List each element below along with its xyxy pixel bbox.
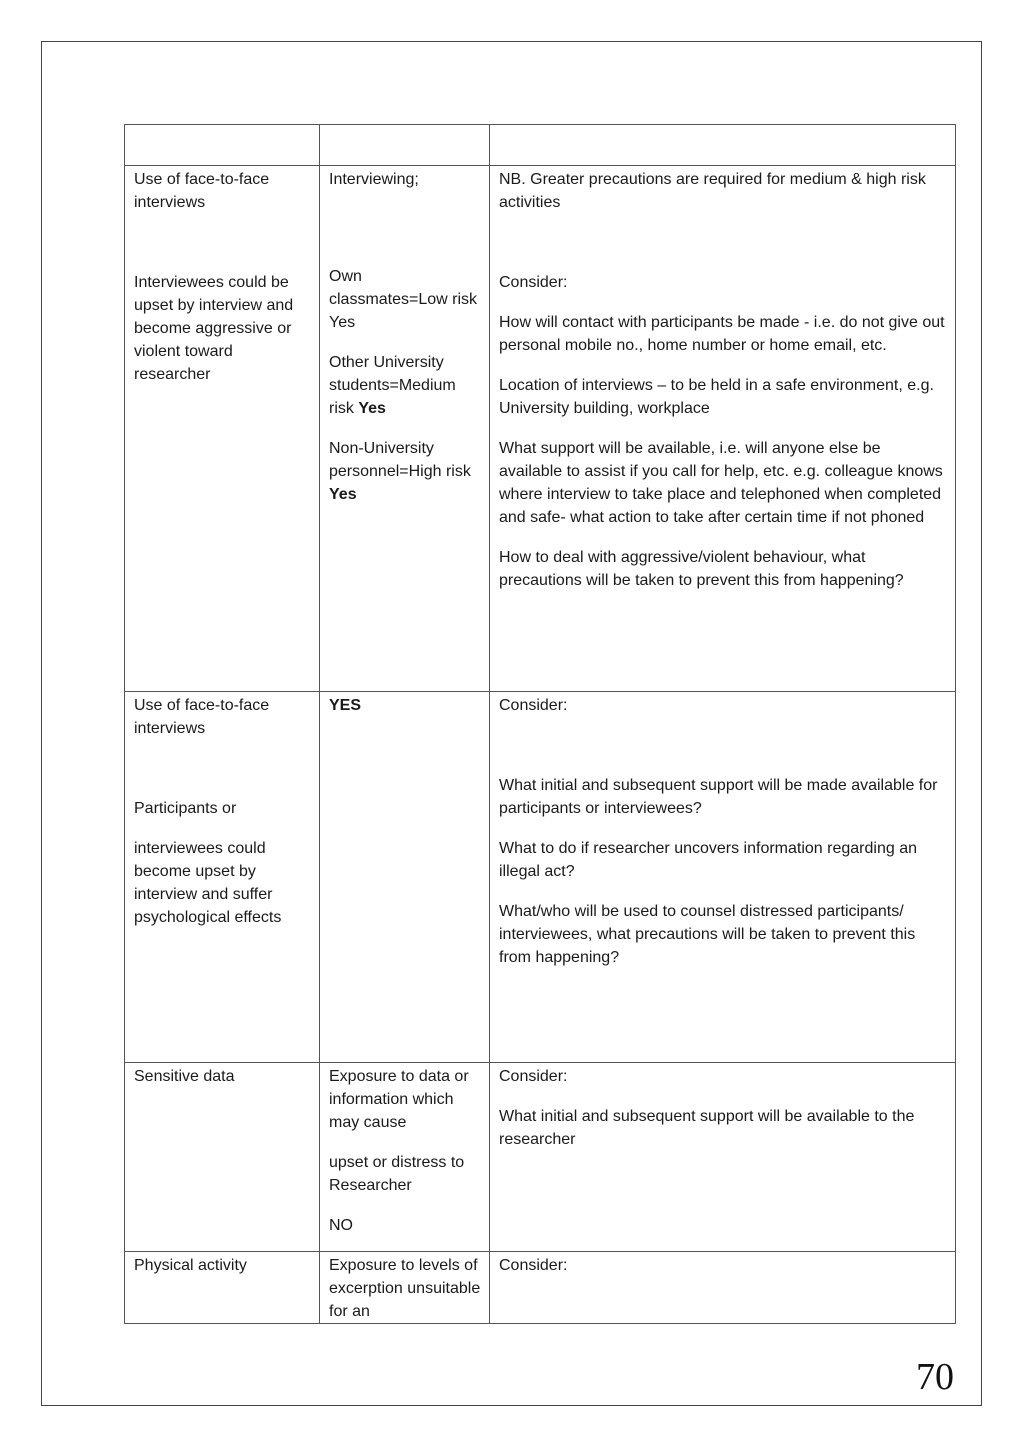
precaution-text: Location of interviews – to be held in a safe environment, e.g. University building, workplace <box>499 377 934 417</box>
hazard-text: Sensitive data <box>134 1068 235 1085</box>
precaution-text: Consider: <box>499 1257 568 1274</box>
precaution-text: Consider: <box>499 1068 568 1085</box>
precautions-cell <box>490 166 956 692</box>
precaution-text: What/who will be used to counsel distressed participants/ interviewees, what precautions will be taken to prevent this from happening? <box>499 903 916 966</box>
risk-text: upset or distress to Researcher <box>329 1154 465 1194</box>
risk-text: Own classmates=Low risk Yes <box>329 268 478 331</box>
precaution-text: What support will be available, i.e. will anyone else be available to assist if you call for help, etc. e.g. colleague knows where interview to take place and telephoned when completed and safe- what action to take after certain time if not phoned <box>499 440 943 526</box>
risk-text: Exposure to data or information which may cause <box>329 1068 469 1131</box>
risk-text <box>329 351 481 420</box>
hazard-cell <box>125 692 320 1063</box>
hazard-text: Use of face-to-face interviews <box>134 171 270 211</box>
hazard-description: Interviewees could be upset by interview and become aggressive or violent toward researcher <box>134 274 294 383</box>
hazard-cell <box>125 1252 320 1324</box>
hazard-cell <box>125 1063 320 1252</box>
table-row <box>125 166 956 692</box>
hazard-cell <box>125 166 320 692</box>
precaution-text: What to do if researcher uncovers information regarding an illegal act? <box>499 840 917 880</box>
precautions-cell <box>490 1252 956 1324</box>
risk-text-bold: Yes <box>358 400 386 417</box>
page-number: 70 <box>916 1356 954 1398</box>
precaution-text: What initial and subsequent support will be made available for participants or interviewees? <box>499 777 938 817</box>
header-cell-precautions <box>490 125 956 166</box>
hazard-description: interviewees could become upset by interview and suffer psychological effects <box>134 840 282 926</box>
precaution-text: What initial and subsequent support will be available to the researcher <box>499 1108 915 1148</box>
risk-answer: NO <box>329 1217 353 1234</box>
table-row <box>125 1252 956 1324</box>
table-header-row <box>125 125 956 166</box>
risk-cell <box>320 1063 490 1252</box>
risk-answer: YES <box>329 697 362 714</box>
precaution-text: NB. Greater precautions are required for medium & high risk activities <box>499 171 926 211</box>
precaution-text: Consider: <box>499 697 568 714</box>
hazard-description: Participants or <box>134 800 237 817</box>
precaution-text: How to deal with aggressive/violent behaviour, what precautions will be taken to prevent this from happening? <box>499 549 904 589</box>
risk-cell <box>320 1252 490 1324</box>
risk-cell <box>320 692 490 1063</box>
header-cell-risk <box>320 125 490 166</box>
table-row <box>125 692 956 1063</box>
risk-text: Exposure to levels of excerption unsuitable for an <box>329 1257 481 1320</box>
risk-text <box>329 437 481 506</box>
precautions-cell <box>490 692 956 1063</box>
risk-text-bold: Yes <box>329 486 357 503</box>
precaution-text: How will contact with participants be made - i.e. do not give out personal mobile no., home number or home email, etc. <box>499 314 945 354</box>
risk-text-normal: Non-University personnel=High risk <box>329 440 471 480</box>
header-cell-hazard <box>125 125 320 166</box>
hazard-text: Use of face-to-face interviews <box>134 697 270 737</box>
risk-assessment-table <box>124 124 956 1324</box>
precaution-text: Consider: <box>499 274 568 291</box>
precautions-cell <box>490 1063 956 1252</box>
table-row <box>125 1063 956 1252</box>
hazard-text: Physical activity <box>134 1257 247 1274</box>
risk-cell <box>320 166 490 692</box>
risk-text: Interviewing; <box>329 171 419 188</box>
risk-text-normal: Other University students=Medium risk <box>329 354 456 417</box>
